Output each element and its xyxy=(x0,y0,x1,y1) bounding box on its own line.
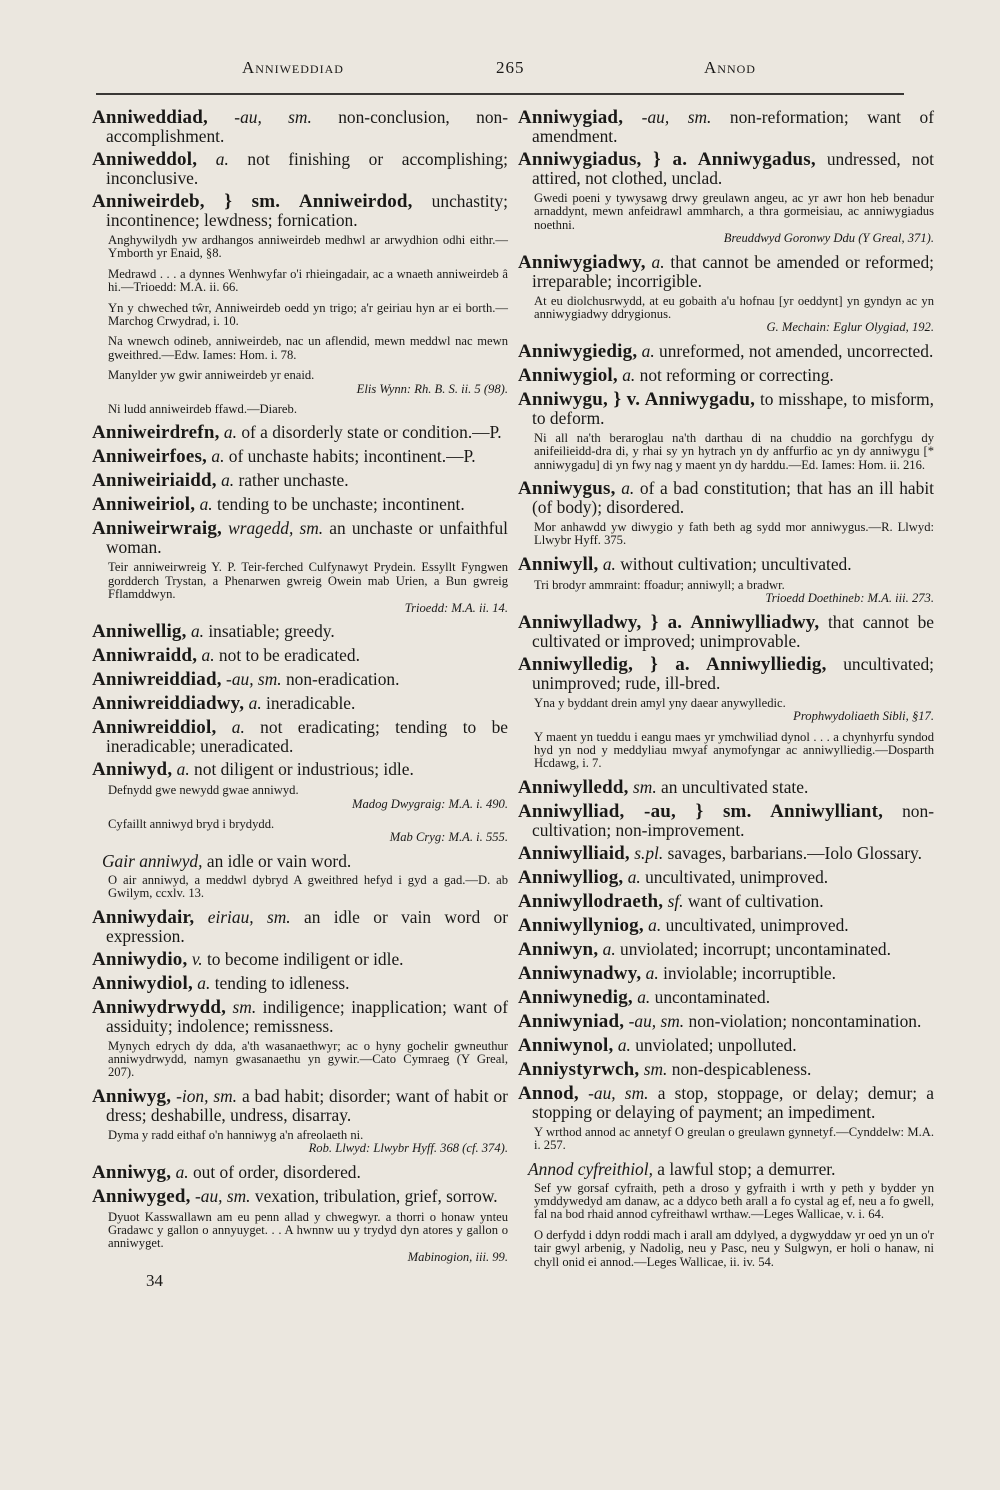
quote-text: Teir anniweirwreig Y. P. Teir-ferched Culfynawyt Prydein. Essyllt Fyngwen gordderch Trystan, a Phenarwen gwreig Owein mab Urien, a Bun gwreig Fflamddwyn. xyxy=(108,560,508,602)
quote-text: Dyma y radd eithaf o'n hanniwyg a'n afreolaeth ni. xyxy=(108,1127,364,1142)
definition: non-eradication. xyxy=(285,669,400,690)
quote-text: O derfydd i ddyn roddi mach i arall am ddylyed, a dygwyddaw yr oed yn un o'r tair gwyl arbenig, y Nadolig, neu y Pasc, neu y Sulgwyn, er holi o hanaw, ni chyll onid ei annod.—Leges Wallicae, ii. iv. 54. xyxy=(534,1227,934,1269)
grammar-label: a. xyxy=(176,759,190,780)
definition: of a disorderly state or condition.—P. xyxy=(241,422,502,443)
headword: Anniwygiadus, } a. Anniwygadus, xyxy=(518,149,816,170)
headword: Anniwydrwydd, xyxy=(92,996,227,1018)
dictionary-entry xyxy=(92,974,508,993)
dictionary-entry xyxy=(92,519,508,556)
citation-quote xyxy=(534,1126,934,1153)
grammar-label: a. xyxy=(602,553,616,574)
dictionary-entry xyxy=(518,964,934,983)
dictionary-entry xyxy=(518,916,934,935)
dictionary-entry xyxy=(518,892,934,911)
grammar-label: a. xyxy=(221,470,235,491)
headword: Anniwyllodraeth, xyxy=(518,890,664,912)
citation-quote xyxy=(108,335,508,362)
quote-text: Defnydd gwe newydd gwae anniwyd. xyxy=(108,783,299,798)
grammar-label: -au, sm. xyxy=(641,107,712,127)
headword: Anniwygus, xyxy=(518,478,616,500)
grammar-label: a. xyxy=(648,914,662,935)
sub-headword: Annod cyfreithiol, xyxy=(528,1158,653,1179)
quote-text: Manylder yw gwir anniweirdeb yr enaid. xyxy=(108,368,315,383)
headword: Anniwynol, xyxy=(518,1034,614,1056)
grammar-label: a. xyxy=(223,422,237,443)
grammar-label: a. xyxy=(622,364,636,385)
citation-quote xyxy=(534,731,934,771)
running-head xyxy=(96,58,904,88)
headword: Anniwyg, xyxy=(92,1085,172,1107)
dictionary-entry xyxy=(518,778,934,797)
dictionary-entry xyxy=(518,844,934,863)
citation-quote xyxy=(108,403,508,416)
definition: not eradicating; tending to be ineradicable; uneradicated. xyxy=(106,717,508,757)
quote-text: Mynych edrych dy dda, a'th wasanaethwyr; ac o hyny gochelir gwneuthur anniwydrwydd, namyn gwasanaethu yn gywir.—Cato Cymraeg (Y Greal, 207). xyxy=(108,1038,508,1080)
headword: Anniwylliog, xyxy=(518,866,624,888)
dictionary-entry xyxy=(92,760,508,779)
headword: Anniwydio, xyxy=(92,948,188,970)
grammar-label: a. xyxy=(641,340,655,361)
quote-text: Na wnewch odineb, anniweirdeb, nac un aflendid, mewn meddwl nac mewn gweithred.—Edw. Iames: Hom. i. 78. xyxy=(108,334,508,362)
definition: non-despicableness. xyxy=(671,1058,812,1079)
grammar-label: -au, sm. xyxy=(226,669,282,690)
quote-text: O air anniwyd, a meddwl dybryd A gweithred hefyd i gyd a gad.—D. ab Gwilym, ccxlv. 13. xyxy=(108,872,508,901)
headword: Annod, xyxy=(518,1082,579,1104)
dictionary-entry xyxy=(518,1036,934,1055)
dictionary-entry xyxy=(518,988,934,1007)
header-rule xyxy=(96,93,904,95)
headword: Anniwylladwy, } a. Anniwylliadwy, xyxy=(518,611,820,633)
headword: Anniwygiedig, xyxy=(518,340,638,362)
quote-source: Mabinogion, iii. 99. xyxy=(407,1249,508,1264)
dictionary-entry xyxy=(518,390,934,427)
quote-source: Trioedd Doethineb: M.A. iii. 273. xyxy=(765,591,934,606)
grammar-label: -au, sm. xyxy=(588,1082,649,1103)
definition: insatiable; greedy. xyxy=(208,621,335,642)
dictionary-entry xyxy=(92,670,508,689)
definition: that cannot be amended or reformed; irreparable; incorrigible. xyxy=(532,251,934,291)
definition: inviolable; incorruptible. xyxy=(663,962,836,983)
quote-source: Mab Cryg: M.A. i. 555. xyxy=(389,830,508,845)
citation-quote xyxy=(108,784,508,811)
citation-quote xyxy=(108,268,508,295)
definition: to become indiligent or idle. xyxy=(206,948,404,969)
definition: savages, barbarians.—Iolo Glossary. xyxy=(667,842,922,863)
quote-text: Medrawd . . . a dynnes Wenhwyfar o'i rhieingadair, ac a wnaeth anniweirdeb â hi.—Trioedd: M.A. ii. 66. xyxy=(108,266,508,295)
dictionary-entry xyxy=(92,694,508,713)
definition: not to be eradicated. xyxy=(218,645,360,666)
grammar-label: -ion, sm. xyxy=(176,1085,238,1106)
definition: unviolated; unpolluted. xyxy=(635,1034,797,1055)
dictionary-entry xyxy=(518,555,934,574)
signature-mark: 34 xyxy=(146,1271,163,1291)
quote-text: Ni all na'th beraroglau na'th darthau di na chuddio na gorchfygu dy anifeilieidd-dra di, y rhai sy yn hytrach yn dy anffurfio ac yn dy anniwygu [* anniwygadu] di yn fwy nag y maent yn dy harddu.—Ed. Iames: Hom. ii. 216. xyxy=(534,430,934,472)
definition: rather unchaste. xyxy=(238,470,349,491)
grammar-label: a. xyxy=(602,938,616,959)
sub-definition: an idle or vain word. xyxy=(206,850,352,871)
dictionary-entry xyxy=(92,447,508,466)
grammar-label: wragedd, sm. xyxy=(228,518,324,539)
definition: non-cultivation; non-improvement. xyxy=(532,800,934,840)
dictionary-entry xyxy=(92,1087,508,1124)
grammar-label: a. xyxy=(621,478,635,499)
sub-definition: a lawful stop; a demurrer. xyxy=(657,1158,836,1179)
definition: uncultivated, unimproved. xyxy=(665,914,849,935)
citation-quote xyxy=(534,1182,934,1222)
dictionary-entry xyxy=(92,192,508,229)
headword: Anniwyniad, xyxy=(518,1010,625,1032)
headword: Anniweiriol, xyxy=(92,494,196,516)
grammar-label: s.pl. xyxy=(634,842,664,863)
grammar-label: a. xyxy=(231,717,245,738)
headword: Anniwyged, xyxy=(92,1185,191,1207)
grammar-label: eiriau, sm. xyxy=(207,906,291,927)
dictionary-entry xyxy=(518,366,934,385)
quote-text: Yn y chweched tŵr, Anniweirdeb oedd yn trigo; a'r geiriau hyn ar ei borth.—Marchog Crwydrad, i. 10. xyxy=(108,300,508,329)
definition: tending to idleness. xyxy=(214,972,350,993)
headword: Anniwyn, xyxy=(518,938,599,960)
headword: Anniwydair, xyxy=(92,906,195,928)
left-column xyxy=(92,108,508,1291)
headword: Anniwygiad, xyxy=(518,107,624,128)
headword: Anniwygiadwy, xyxy=(518,251,646,273)
right-column xyxy=(518,108,934,1276)
definition: to misshape, to misform, to deform. xyxy=(532,388,934,428)
grammar-label: -au, sm. xyxy=(234,107,312,127)
quote-text: Dyuot Kasswallawn am eu penn allad y chwegwyr. a thorri o honaw ynteu Gradawc y gallon o annyuyget. . . A hwnnw uu y trydyd dyn atores y gallon o anniwyget. xyxy=(108,1209,508,1251)
citation-quote xyxy=(108,818,508,845)
headword: Anniwyd, xyxy=(92,759,173,781)
grammar-label: a. xyxy=(637,986,651,1007)
headword: Anniwylliaid, xyxy=(518,842,630,864)
grammar-label: a. xyxy=(201,645,215,666)
dictionary-entry xyxy=(518,150,934,187)
definition: that cannot be cultivated or improved; unimprovable. xyxy=(532,611,934,651)
quote-source: G. Mechain: Eglur Olygiad, 192. xyxy=(766,320,934,335)
headword: Anniwynedig, xyxy=(518,986,633,1008)
dictionary-entry xyxy=(92,998,508,1035)
citation-quote xyxy=(108,302,508,329)
dictionary-entry xyxy=(92,950,508,969)
citation-quote xyxy=(108,561,508,615)
headword: Anniwylliad, -au, } sm. Anniwylliant, xyxy=(518,800,884,822)
headword: Anniwellig, xyxy=(92,621,187,643)
definition: a bad habit; disorder; want of habit or dress; deshabille, undress, disarray. xyxy=(106,1085,508,1125)
definition: non-reformation; want of amendment. xyxy=(532,107,934,146)
definition: undressed, not attired, not clothed, unclad. xyxy=(532,149,934,188)
definition: ineradicable. xyxy=(266,693,356,714)
dictionary-entry xyxy=(92,908,508,945)
grammar-label: a. xyxy=(190,621,204,642)
dictionary-entry xyxy=(518,940,934,959)
citation-quote xyxy=(534,579,934,606)
definition: an unchaste or unfaithful woman. xyxy=(106,518,508,558)
definition: uncultivated; unimproved; rude, ill-bred. xyxy=(532,653,934,693)
definition: an uncultivated state. xyxy=(661,776,809,797)
dictionary-entry xyxy=(92,622,508,641)
headword: Anniweirdrefn, xyxy=(92,422,220,444)
dictionary-entry xyxy=(92,1163,508,1182)
citation-quote xyxy=(534,295,934,335)
headword: Anniweirdeb, } sm. Anniweirdod, xyxy=(92,191,413,212)
definition: uncontaminated. xyxy=(654,986,771,1007)
definition: an idle or vain word or expression. xyxy=(106,906,508,946)
quote-text: Ni ludd anniweirdeb ffawd.—Diareb. xyxy=(108,402,297,417)
grammar-label: a. xyxy=(215,149,229,169)
headword: Anniweirfoes, xyxy=(92,446,208,468)
citation-quote xyxy=(534,192,934,246)
dictionary-entry xyxy=(518,655,934,692)
grammar-label: a. xyxy=(617,1034,631,1055)
headword: Anniwreiddiad, xyxy=(92,669,222,691)
grammar-label: a. xyxy=(199,494,213,515)
quote-source: Breuddwyd Goronwy Ddu (Y Greal, 371). xyxy=(723,231,934,246)
quote-source: Rob. Llwyd: Llwybr Hyff. 368 (cf. 374). xyxy=(308,1141,508,1156)
dictionary-entry xyxy=(92,423,508,442)
definition: indiligence; inapplication; want of assiduity; indolence; remissness. xyxy=(106,996,508,1036)
definition: uncultivated, unimproved. xyxy=(645,866,829,887)
sub-entry xyxy=(528,1160,934,1178)
headword: Anniwydiol, xyxy=(92,972,193,994)
headword: Anniystyrwch, xyxy=(518,1058,640,1080)
definition: out of order, disordered. xyxy=(192,1161,361,1182)
grammar-label: -au, sm. xyxy=(628,1010,685,1031)
quote-source: Elis Wynn: Rh. B. S. ii. 5 (98). xyxy=(356,381,508,396)
definition: not diligent or industrious; idle. xyxy=(194,759,414,780)
citation-quote xyxy=(108,1040,508,1080)
headword: Anniwreiddiadwy, xyxy=(92,693,245,715)
quote-text: Sef yw gorsaf cyfraith, peth a droso y gyfraith i wrth y peth y bydder yn ymddywedyd am danaw, ac a ddyco beth arall a fo cystal ag ef, neu a fo gwell, fal na bod rhaid annod cyfreithawl wrthaw.—Leges Wallicae, v. i. 64. xyxy=(534,1180,934,1222)
grammar-label: a. xyxy=(211,446,225,467)
dictionary-entry xyxy=(518,108,934,145)
quote-text: Gwedi poeni y tywysawg drwy greulawn angeu, ac yr awr hon heb benadur arnaddynt, mewn anfeidrawl ammharch, a thra gormeisiau, ac anniwygiadus noethni. xyxy=(534,191,934,232)
quote-text: Anghywilydh yw ardhangos anniweirdeb medhwl ar arwydhion odhi eithr.—Ymborth yr Enaid, §8. xyxy=(108,233,508,261)
headword: Anniweiriaidd, xyxy=(92,470,217,492)
citation-quote xyxy=(108,369,508,396)
definition: unviolated; incorrupt; uncontaminated. xyxy=(620,938,891,959)
dictionary-entry xyxy=(518,253,934,290)
dictionary-entry xyxy=(518,1084,934,1121)
definition: of a bad constitution; that has an ill habit (of body); disordered. xyxy=(532,478,934,518)
headword: Anniweddol, xyxy=(92,149,198,170)
headword: Anniwynadwy, xyxy=(518,962,642,984)
sub-entry xyxy=(102,852,508,870)
grammar-label: a. xyxy=(627,866,641,887)
running-head-left: Anniweddiad xyxy=(242,58,344,77)
grammar-label: sm. xyxy=(643,1058,668,1079)
dictionary-entry xyxy=(92,471,508,490)
headword: Anniweddiad, xyxy=(92,107,208,128)
dictionary-entry xyxy=(518,613,934,650)
grammar-label: sm. xyxy=(633,776,657,797)
definition: vexation, tribulation, grief, sorrow. xyxy=(254,1185,498,1206)
definition: unchastity; incontinence; lewdness; fornication. xyxy=(106,191,508,230)
dictionary-entry xyxy=(92,646,508,665)
citation-quote xyxy=(534,521,934,548)
headword: Anniwyll, xyxy=(518,553,599,575)
dictionary-entry xyxy=(518,1012,934,1031)
page-number: 265 xyxy=(496,58,525,77)
headword: Anniwraidd, xyxy=(92,645,198,667)
grammar-label: sf. xyxy=(667,890,684,911)
definition: without cultivation; uncultivated. xyxy=(620,553,852,574)
definition: non-violation; noncontamination. xyxy=(688,1010,922,1031)
citation-quote xyxy=(108,1129,508,1156)
quote-source: Madog Dwygraig: M.A. i. 490. xyxy=(351,796,508,811)
quote-source: Trioedd: M.A. ii. 14. xyxy=(404,600,508,615)
quote-text: At eu diolchusrwydd, at eu gobaith a'u hofnau [yr oeddynt] yn gyndyn ac yn anniwygiadwy ddrygionus. xyxy=(534,293,934,322)
citation-quote xyxy=(534,697,934,724)
definition: not reforming or correcting. xyxy=(639,364,834,385)
dictionary-entry xyxy=(92,718,508,755)
sub-headword: Gair anniwyd, xyxy=(102,850,203,871)
citation-quote xyxy=(108,234,508,261)
headword: Anniwyllyniog, xyxy=(518,914,644,936)
quote-text: Mor anhawdd yw diwygio y fath beth ag sydd mor anniwygus.—R. Llwyd: Llwybr Hyff. 375. xyxy=(534,520,934,548)
dictionary-entry xyxy=(518,1060,934,1079)
grammar-label: -au, sm. xyxy=(194,1185,251,1206)
dictionary-entry xyxy=(92,150,508,187)
definition: tending to be unchaste; incontinent. xyxy=(216,494,465,515)
dictionary-entry xyxy=(518,342,934,361)
dictionary-entry xyxy=(92,108,508,145)
headword: Anniwylledd, xyxy=(518,776,629,798)
definition: unreformed, not amended, uncorrected. xyxy=(659,340,934,361)
definition: of unchaste habits; incontinent.—P. xyxy=(228,446,476,467)
dictionary-entry xyxy=(92,1187,508,1206)
running-head-right: Annod xyxy=(704,58,756,77)
grammar-label: a. xyxy=(651,251,665,272)
quote-text: Yna y byddant drein amyl yny daear anywylledic. xyxy=(534,695,786,710)
grammar-label: sm. xyxy=(232,996,257,1017)
headword: Anniwygu, } v. Anniwygadu, xyxy=(518,388,756,410)
definition: a stop, stoppage, or delay; demur; a stopping or delaying of payment; an impediment. xyxy=(532,1082,935,1122)
quote-text: Y wrthod annod ac annetyf O greulan o greulawn gynnetyf.—Cynddelw: M.A. i. 257. xyxy=(534,1124,934,1153)
headword: Anniwylledig, } a. Anniwylliedig, xyxy=(518,653,827,675)
quote-text: Y maent yn tueddu i eangu maes yr ymchwiliad dynol . . . a chynhyrfu syndod hyd yn nod y meddyliau mwyaf anymofyngar ac anniwylliedig.—Dosparth Hcdawg, i. 7. xyxy=(534,729,934,771)
definition: want of cultivation. xyxy=(687,890,824,911)
grammar-label: a. xyxy=(248,693,262,714)
headword: Anniwygiol, xyxy=(518,364,618,386)
headword: Anniweirwraig, xyxy=(92,518,222,540)
dictionary-entry xyxy=(518,868,934,887)
dictionary-entry xyxy=(92,495,508,514)
dictionary-entry xyxy=(518,802,934,839)
grammar-label: v. xyxy=(191,948,203,969)
definition: not finishing or accomplishing; inconclusive. xyxy=(106,149,509,188)
quote-source: Prophwydoliaeth Sibli, §17. xyxy=(793,709,934,724)
grammar-label: a. xyxy=(197,972,211,993)
headword: Anniwyg, xyxy=(92,1161,172,1183)
citation-quote xyxy=(108,1211,508,1265)
definition: non-conclusion, non-accomplishment. xyxy=(106,107,508,146)
quote-text: Tri brodyr ammraint: ffoadur; anniwyll; a bradwr. xyxy=(534,577,785,592)
citation-quote xyxy=(534,1229,934,1269)
grammar-label: a. xyxy=(645,962,659,983)
citation-quote xyxy=(108,874,508,901)
citation-quote xyxy=(534,432,934,472)
grammar-label: a. xyxy=(175,1161,189,1182)
dictionary-entry xyxy=(518,479,934,516)
quote-text: Cyfaillt anniwyd bryd i brydydd. xyxy=(108,816,275,831)
headword: Anniwreiddiol, xyxy=(92,717,217,739)
